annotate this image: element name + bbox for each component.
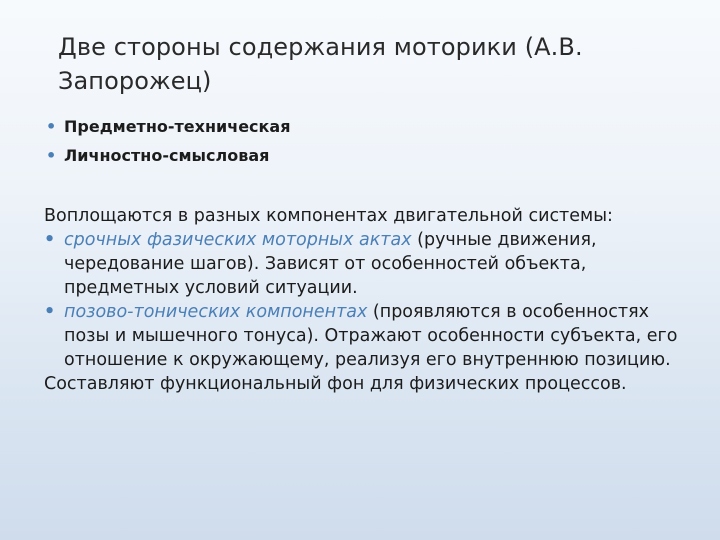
bullet-icon: • (46, 146, 57, 165)
bullet-text: Предметно-техническая (64, 117, 291, 136)
bullet-icon: • (44, 302, 56, 322)
component-item (44, 228, 684, 300)
intro-paragraph: Воплощаются в разных компонентах двигательной системы: (44, 206, 613, 226)
bullet-icon: • (46, 117, 57, 136)
bullet-icon: • (44, 230, 56, 250)
bullet-item (46, 141, 686, 170)
slide-title: Две стороны содержания моторики (А.В. Запорожец) (58, 33, 583, 95)
component-term: срочных фазических моторных актах (64, 230, 412, 250)
body-text (44, 204, 684, 396)
closing-paragraph: Составляют функциональный фон для физических процессов. (44, 374, 627, 394)
component-item (44, 300, 684, 372)
bullet-list (46, 112, 686, 170)
bullet-item (46, 112, 686, 141)
component-description: (проявляются в особенностях позы и мышечного тонуса). Отражают особенности субъекта, его отношение к окружающему, реализуя его внутреннюю позицию. (64, 302, 678, 370)
component-description: (ручные движения, чередование шагов). Зависят от особенностей объекта, предметных условий ситуации. (64, 230, 597, 298)
bullet-text: Личностно-смысловая (64, 146, 270, 165)
component-term: позово-тонических компонентах (64, 302, 368, 322)
